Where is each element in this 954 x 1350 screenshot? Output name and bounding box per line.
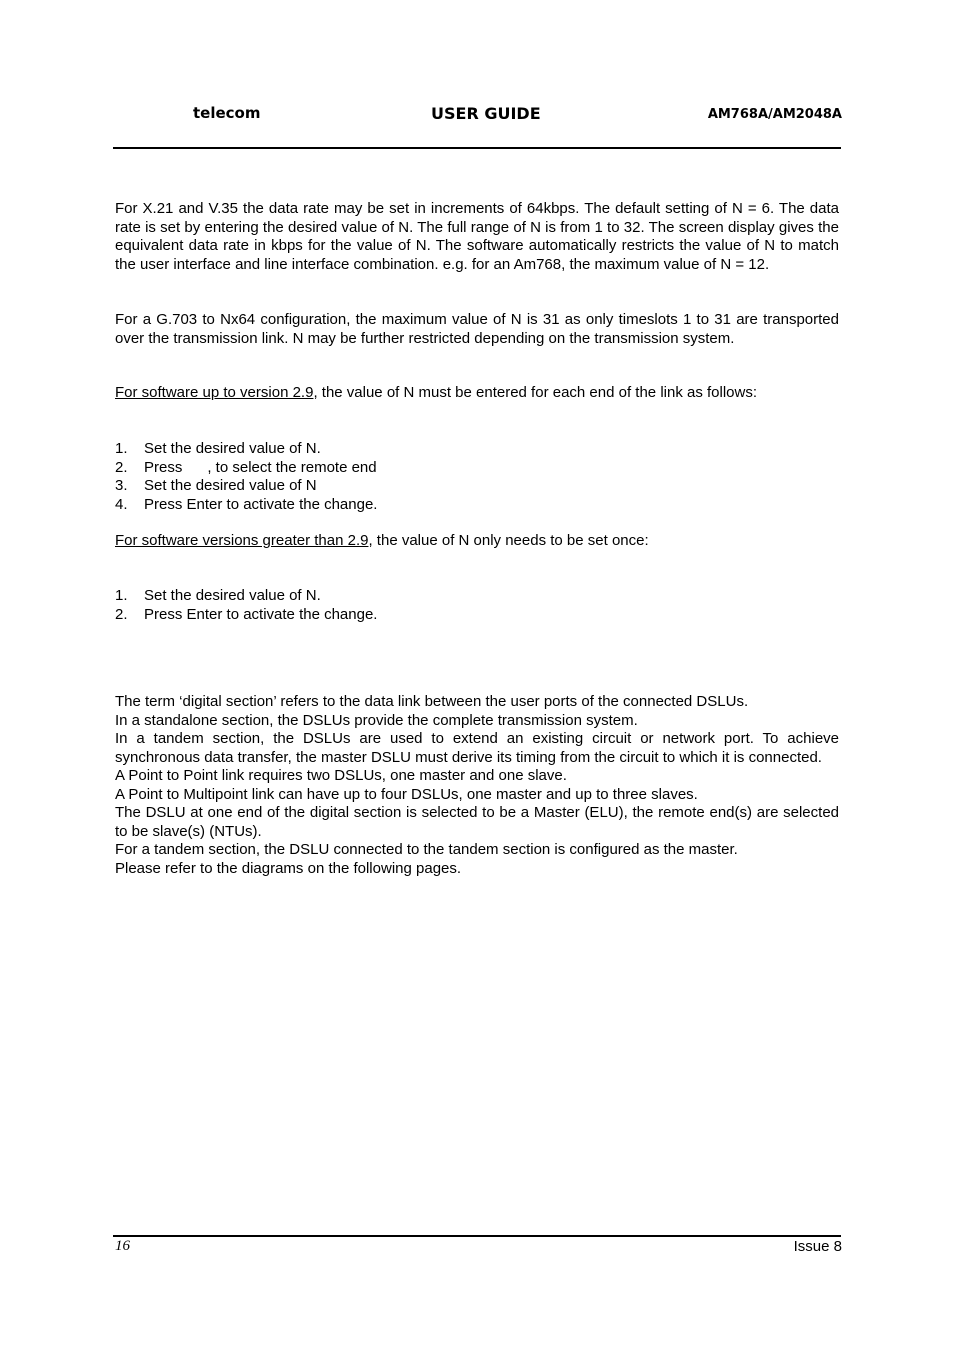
section-line: For a tandem section, the DSLU connected to the tandem section is configured as the master. (115, 841, 738, 858)
section-line: A Point to Multipoint link can have up to four DSLUs, one master and up to three slaves. (115, 785, 698, 803)
list-text: Press Enter to activate the change. (144, 605, 378, 623)
list-item (115, 606, 377, 625)
section-line: The term ‘digital section’ refers to the data link between the user ports of the connected DSLUs. (115, 693, 749, 710)
list-item (115, 496, 377, 515)
list-text: Set the desired value of N (144, 477, 317, 494)
steps-list-new (115, 587, 377, 624)
page-number: 16 (115, 1238, 130, 1254)
list-item (115, 440, 377, 459)
paragraph-data-rate: For X.21 and V.35 the data rate may be set in increments of 64kbps. The default setting of N = 6. The data rate is set by entering the desired value of N. The full range of N is from 1 to 32. The screen display gives the equivalent data rate in kbps for the value of N. The software automatically restricts the value of N to match the user interface and line interface combination. e.g. for an Am768, the maximum value of N = 12. (115, 200, 839, 273)
footer-rule (113, 1235, 841, 1237)
header-company: telecom (193, 104, 261, 122)
underlined-software-old: For software up to version 2.9 (115, 384, 314, 401)
list-number: 2. (115, 458, 128, 476)
software-new-rest: , the value of N only needs to be set once: (368, 532, 649, 549)
list-text: Press Enter to activate the change. (144, 495, 378, 513)
paragraph-g703: For a G.703 to Nx64 configuration, the maximum value of N is 31 as only timeslots 1 to 31 are transported over the transmission link. N may be further restricted depending on the transmission system. (115, 311, 839, 347)
header-model: AM768A/AM2048A (707, 107, 842, 122)
paragraph-software-old (115, 384, 839, 403)
underlined-software-new: For software versions greater than 2.9 (115, 532, 369, 549)
list-number: 4. (115, 495, 128, 513)
list-text: Press , to select the remote end (144, 458, 377, 476)
header-title: USER GUIDE (431, 104, 541, 123)
list-number: 2. (115, 605, 128, 623)
section-line: A Point to Point link requires two DSLUs, one master and one slave. (115, 767, 567, 784)
list-item (115, 459, 377, 478)
list-text: Set the desired value of N. (144, 440, 321, 457)
digital-section-text (115, 693, 839, 878)
issue-label: Issue 8 (793, 1238, 842, 1255)
list-number: 1. (115, 587, 128, 604)
list-item (115, 587, 377, 606)
list-number: 1. (115, 440, 128, 457)
list-text: Set the desired value of N. (144, 587, 321, 604)
section-line: In a standalone section, the DSLUs provide the complete transmission system. (115, 711, 638, 729)
section-line: The DSLU at one end of the digital section is selected to be a Master (ELU), the remote end(s) are selected to be slave(s) (NTUs). (115, 804, 839, 840)
list-item (115, 477, 377, 496)
list-number: 3. (115, 477, 128, 494)
paragraph-software-new (115, 532, 839, 551)
software-old-rest: , the value of N must be entered for each end of the link as follows: (313, 384, 758, 401)
header-rule (113, 147, 841, 149)
steps-list-old (115, 440, 377, 514)
section-line: In a tandem section, the DSLUs are used to extend an existing circuit or network port. To achieve synchronous data transfer, the master DSLU must derive its timing from the circuit to which it is connected. (115, 730, 839, 766)
section-line: Please refer to the diagrams on the following pages. (115, 859, 462, 877)
